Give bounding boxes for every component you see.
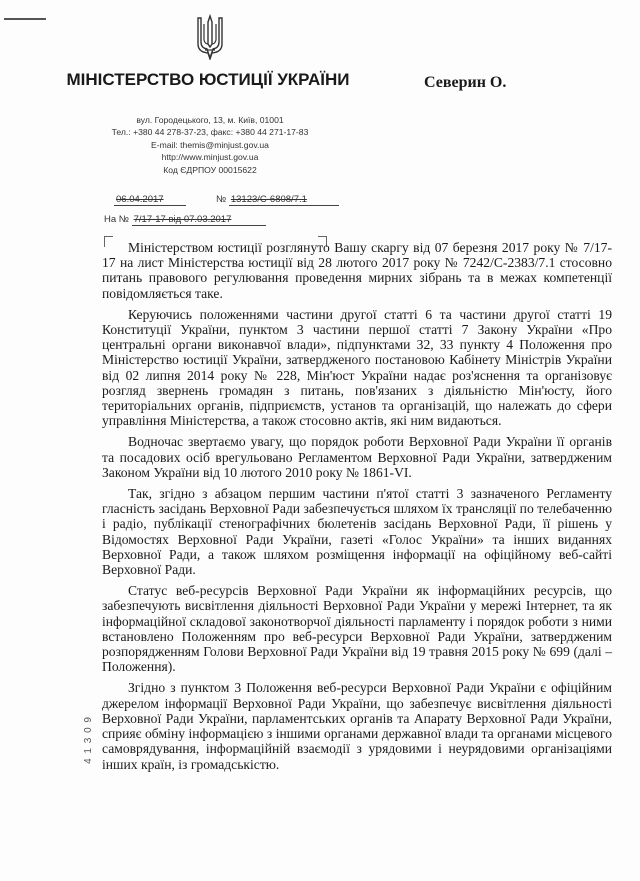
letter-body [102,240,612,778]
body-paragraph: Керуючись положеннями частини другої статті 6 та частини другої статті 19 Конституції України, пунктом 3 частини першої статті 7 Закону України «Про центральні органи виконавчої влади», підпунктами 32, 33 пункту 4 Положення про Міністерство юстиції України, затвердженого постановою Кабінету Міністрів України від 02 липня 2014 року № 228, Мін'юст України надає роз'яснення та організовує розгляд звернень громадян з питань, пов'язаних з діяльністю Мін'юсту, його територіальних органів, підприємств, установ та організацій, що належать до сфери управління Міністерства, а також стосовно актів, які ним видаються. [102,306,612,429]
body-paragraph: Статус веб-ресурсів Верховної Ради України як інформаційних ресурсів, що забезпечують висвітлення діяльності Верховної Ради України у мережі Інтернет, та як інформаційної складової законотворчої діяльності парламенту і порядок роботи з ними встановлено Положенням про веб-ресурси Верховної Ради України, затвердженим розпорядженням Голови Верховної Ради України від 19 травня 2015 року № 699 (далі – Положення). [102,583,612,675]
contact-block [80,114,340,176]
outgoing-number: 13123/С-6808/7.1 [229,194,339,206]
body-paragraph: Водночас звертаємо увагу, що порядок роботи Верховної Ради України її органів та посадових осіб врегульовано Регламентом Верховної Ради України, затвердженим Законом України від 10 лютого 2010 року № 1861-VI. [102,434,612,480]
number-label: № [216,194,227,205]
reply-label: На № [104,214,129,225]
website-line: http://www.minjust.gov.ua [161,152,259,163]
vertical-stamp-number: 4 1 3 0 9 [83,716,94,764]
edrpou-code-line: Код ЄДРПОУ 00015622 [163,164,257,175]
trident-emblem-icon [196,14,224,60]
ministry-name: МІНІСТЕРСТВО ЮСТИЦІЇ УКРАЇНИ [66,70,350,89]
body-paragraph: Згідно з пунктом 3 Положення веб-ресурси Верховної Ради України є офіційним джерелом інформації Верховної Ради України, що забезпечує висвітлення діяльності Верховної Ради України, парламентських органів та Апарату Верховної Ради України, сприяє обміну інформацією з іншими органами державної влади та органами місцевого самоврядування, інформаційній взаємодії з урядовими і неурядовими організаціями інших країн, із громадськістю. [102,680,612,772]
phone-line: Тел.: +380 44 278-37-23, факс: +380 44 271-17-83 [111,127,309,138]
address-line: вул. Городецького, 13, м. Київ, 01001 [136,115,284,125]
reply-reference: 7/17-17 від 07.03.2017 [132,214,266,226]
margin-dash-mark [4,18,46,20]
email-line: E-mail: themis@minjust.gov.ua [151,139,269,150]
body-paragraph: Міністерством юстиції розглянуто Вашу скаргу від 07 березня 2017 року № 7/17-17 на лист Міністерства юстиції від 28 лютого 2017 року № 7242/С-2383/7.1 стосовно питань правового регулювання проведення мирних зібрань та в межах компетенції повідомляється таке. [102,240,612,301]
addressee-name: Северин О. [424,74,507,91]
outgoing-date-field [114,194,186,206]
outgoing-date: 06.04.2017 [114,194,186,206]
outgoing-number-field [216,194,339,206]
body-paragraph: Так, згідно з абзацом першим частини п'ятої статті 3 зазначеного Регламенту гласність засідань Верховної Ради забезпечується шляхом їх трансляції по телебаченню і радіо, публікації стенографічних бюлетенів засідань Верховної Ради, її рішень у Відомостях Верховної Ради України, газеті «Голос України» та інших виданнях Верховної Ради, а також шляхом розміщення інформації на офіційному веб-сайті Верховної Ради. [102,486,612,578]
reply-reference-field [104,214,266,226]
